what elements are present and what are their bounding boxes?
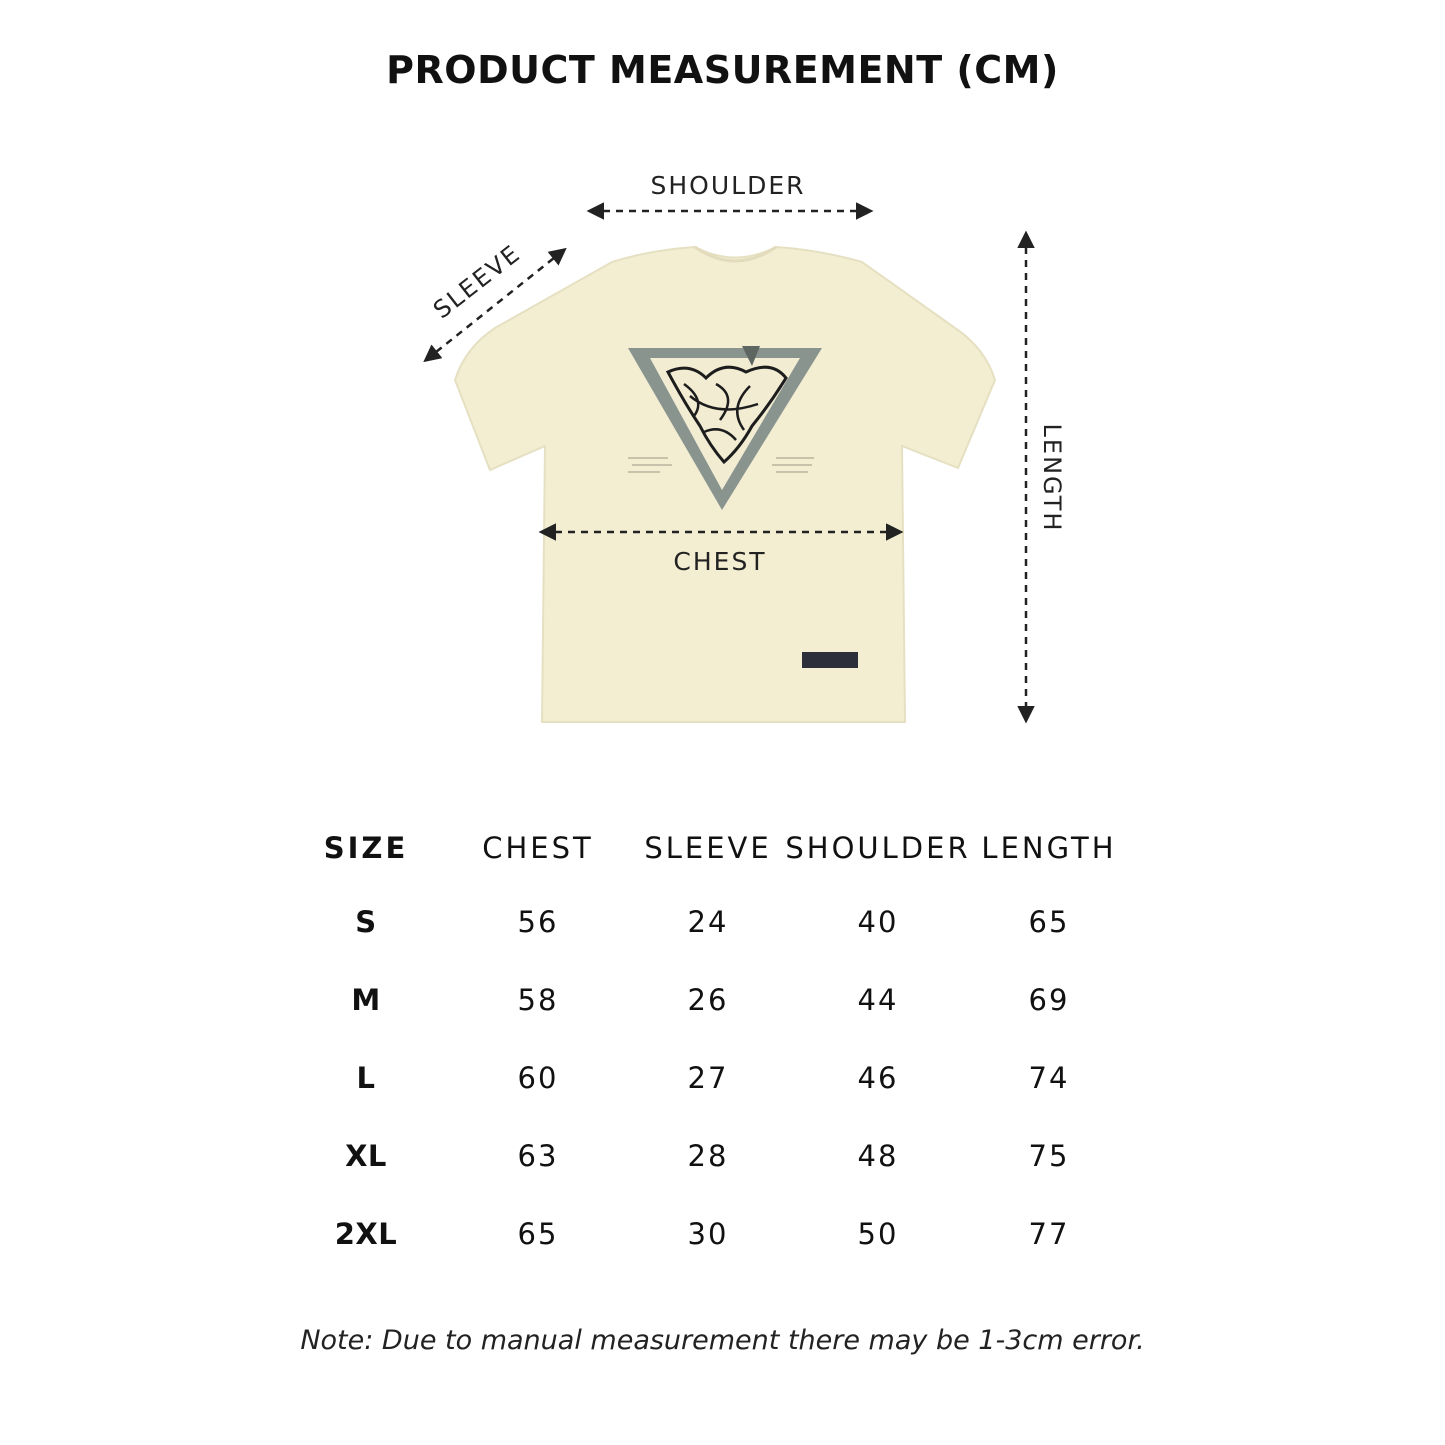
size-cell: L <box>356 1061 376 1095</box>
length-cell: 69 <box>1028 983 1070 1017</box>
sleeve-cell: 27 <box>687 1061 729 1095</box>
shoulder-cell: 44 <box>857 983 899 1017</box>
length-cell: 77 <box>1028 1217 1070 1251</box>
shoulder-cell: 40 <box>857 905 899 939</box>
shoulder-cell: 48 <box>857 1139 899 1173</box>
chest-cell: 60 <box>517 1061 559 1095</box>
sleeve-cell: 24 <box>687 905 729 939</box>
size-table <box>0 805 1445 1273</box>
table-row <box>0 883 1445 961</box>
brand-label-patch <box>802 652 858 668</box>
size-cell: M <box>351 983 381 1017</box>
page-title: PRODUCT MEASUREMENT (CM) <box>386 48 1059 92</box>
chest-cell: 56 <box>517 905 559 939</box>
size-cell: S <box>355 905 377 939</box>
length-cell: 75 <box>1028 1139 1070 1173</box>
shoulder-cell: 50 <box>857 1217 899 1251</box>
table-header-row <box>0 805 1445 883</box>
size-cell: XL <box>345 1139 387 1173</box>
header-sleeve: SLEEVE <box>644 831 772 865</box>
sleeve-label: SLEEVE <box>428 239 527 325</box>
sleeve-cell: 28 <box>687 1139 729 1173</box>
header-shoulder: SHOULDER <box>785 831 971 865</box>
header-chest: CHEST <box>482 831 594 865</box>
table-row <box>0 1195 1445 1273</box>
shoulder-label: SHOULDER <box>650 171 806 200</box>
table-row <box>0 1039 1445 1117</box>
length-label: LENGTH <box>1038 423 1066 533</box>
size-cell: 2XL <box>334 1217 398 1251</box>
header-length: LENGTH <box>981 831 1117 865</box>
header-size: SIZE <box>323 831 409 865</box>
chest-cell: 58 <box>517 983 559 1017</box>
shoulder-cell: 46 <box>857 1061 899 1095</box>
chest-cell: 63 <box>517 1139 559 1173</box>
chest-label: CHEST <box>673 547 767 576</box>
length-cell: 74 <box>1028 1061 1070 1095</box>
length-cell: 65 <box>1028 905 1070 939</box>
table-row <box>0 1117 1445 1195</box>
table-row <box>0 961 1445 1039</box>
tshirt-illustration <box>455 247 995 722</box>
sleeve-cell: 30 <box>687 1217 729 1251</box>
chest-cell: 65 <box>517 1217 559 1251</box>
sleeve-cell: 26 <box>687 983 729 1017</box>
measurement-note: Note: Due to manual measurement there may be 1-3cm error. <box>300 1325 1145 1356</box>
